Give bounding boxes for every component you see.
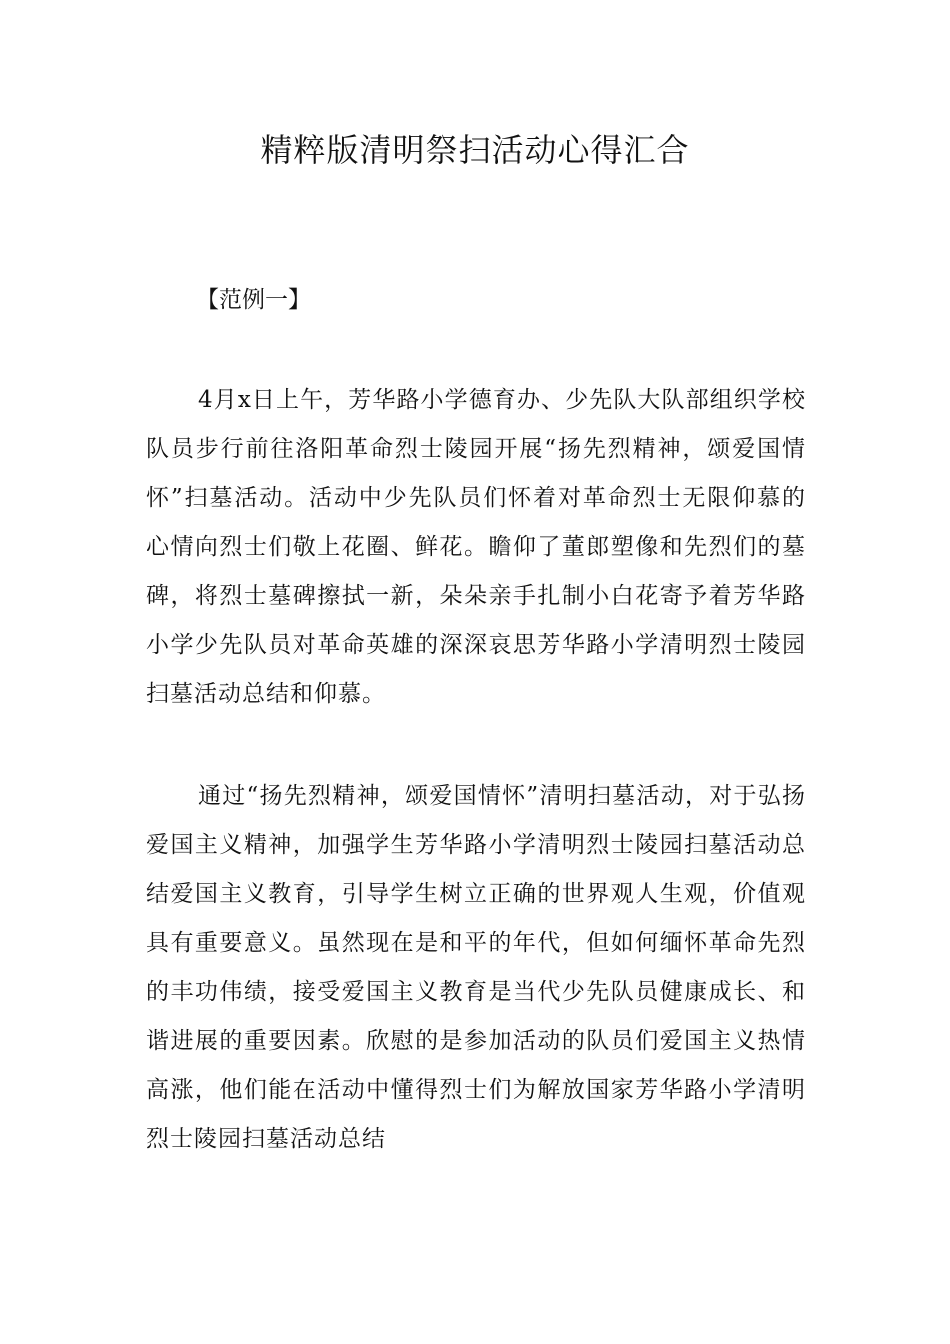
paragraph: 通过“扬先烈精神，颂爱国情怀”清明扫墓活动，对于弘扬爱国主义精神，加强学生芳华路小学清明烈士陵园扫墓活动总结爱国主义教育，引导学生树立正确的世界观人生观，价值观具有重要意义。虽然现在是和平的年代，但如何缅怀革命先烈的丰功伟绩，接受爱国主义教育是当代少先队员健康成长、和谐进展的重要因素。欣慰的是参加活动的队员们爱国主义热情高涨，他们能在活动中懂得烈士们为解放国家芳华路小学清明烈士陵园扫墓活动总结 bbox=[146, 783, 806, 1152]
paragraph: 4月x日上午，芳华路小学德育办、少先队大队部组织学校队员步行前往洛阳革命烈士陵园开展“扬先烈精神，颂爱国情怀”扫墓活动。活动中少先队员们怀着对革命烈士无限仰慕的心情向烈士们敬上花圈、鲜花。瞻仰了董郎塑像和先烈们的墓碑，将烈士墓碑擦拭一新，朵朵亲手扎制小白花寄予着芳华路小学少先队员对革命英雄的深深哀思芳华路小学清明烈士陵园扫墓活动总结和仰慕。 bbox=[146, 387, 806, 707]
section-label: 【范例一】 bbox=[196, 287, 311, 313]
document-title: 精粹版清明祭扫活动心得汇合 bbox=[260, 131, 690, 169]
